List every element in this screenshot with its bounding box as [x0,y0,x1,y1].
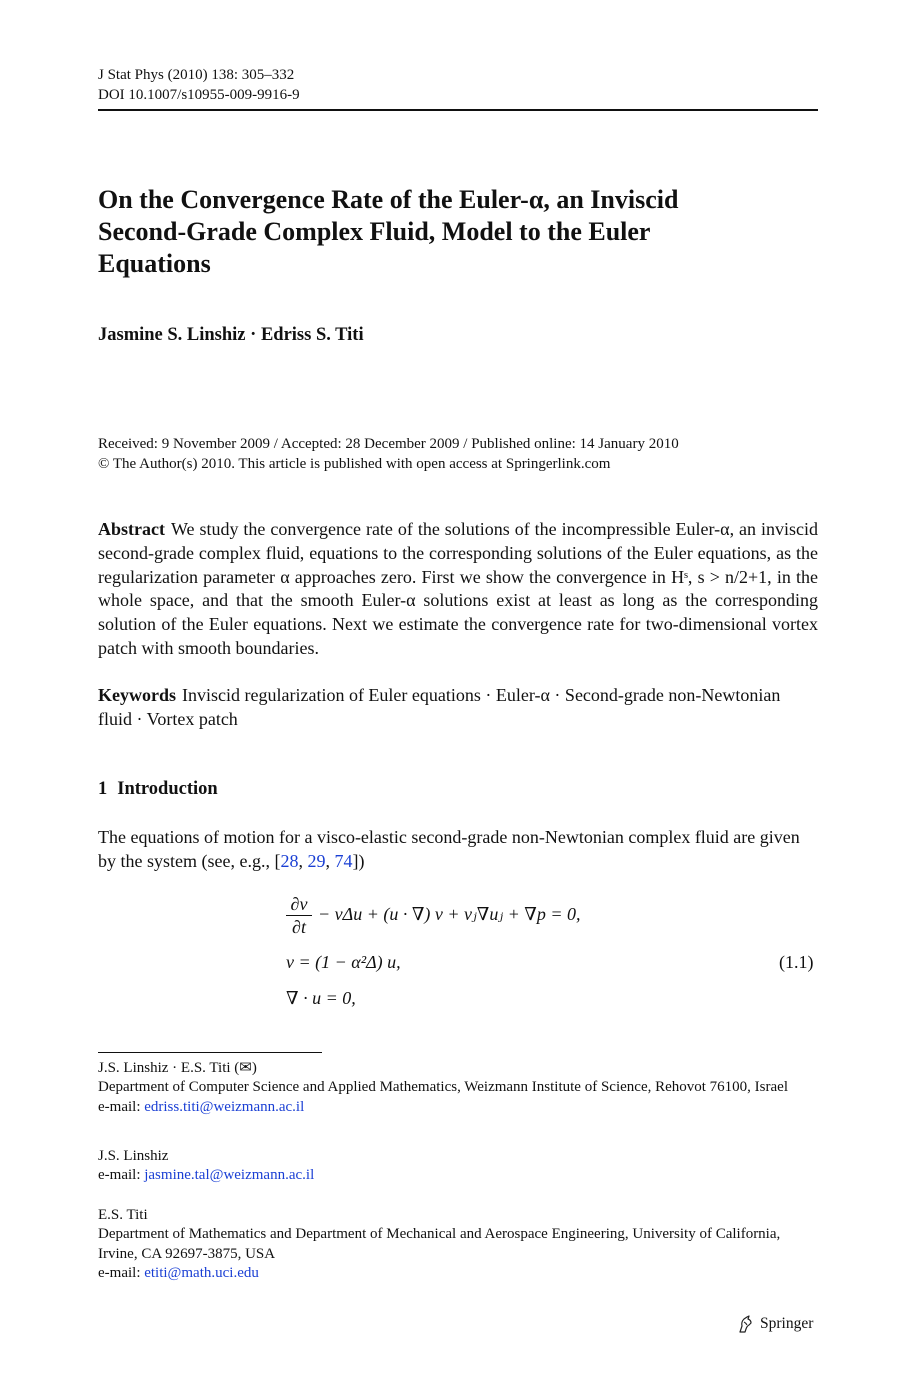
email-label: e-mail: [98,1167,141,1184]
journal-reference [98,66,300,105]
citation-close: ]) [352,850,365,871]
section-title: Introduction [117,779,218,799]
footnote-names: J.S. Linshiz · E.S. Titi (✉) [98,1060,257,1076]
title-line-2: Second-Grade Complex Fluid, Model to the Euler [98,217,651,246]
citation-link[interactable]: 28 [280,850,299,871]
equation-line-3: ∇ · u = 0, [286,988,356,1008]
title-line-1: On the Convergence Rate of the Euler-α, an Inviscid [98,185,679,214]
equation-fraction [286,894,312,937]
copyright-line: © The Author(s) 2010. This article is published with open access at Springerlink.com [98,455,611,472]
publication-dates [98,435,679,474]
publisher-name: Springer [760,1315,814,1332]
fraction-numerator: ∂v [290,894,308,914]
paper-title [98,184,788,280]
keywords-text: Inviscid regularization of Euler equations · Euler-α · Second-grade non-Newtonian fluid · Vortex patch [98,685,781,729]
section-heading [98,779,218,800]
equation-line-2: v = (1 − α²Δ) u, [286,952,401,972]
springer-horse-icon [736,1314,756,1334]
publisher-logo [736,1314,813,1334]
keywords-label: Keywords [98,685,176,705]
citation-separator: , [325,850,335,871]
email-link[interactable]: edriss.titi@weizmann.ac.il [144,1098,305,1115]
footnote-names: E.S. Titi [98,1207,148,1223]
title-line-3: Equations [98,249,211,278]
keywords [98,684,818,732]
author-list: Jasmine S. Linshiz · Edriss S. Titi [98,325,364,345]
fraction-denominator: ∂t [292,917,306,937]
citation-link[interactable]: 29 [307,850,326,871]
equation-line-1: − νΔu + (u · ∇) v + vⱼ∇uⱼ + ∇p = 0, [318,904,581,924]
footnote-block-3 [98,1206,818,1283]
equation-number: (1.1) [779,952,814,972]
abstract [98,518,818,661]
journal-doi: DOI 10.1007/s10955-009-9916-9 [98,86,300,103]
email-label: e-mail: [98,1264,141,1281]
footnote-names: J.S. Linshiz [98,1148,169,1164]
journal-citation: J Stat Phys (2010) 138: 305–332 [98,67,295,83]
abstract-text: We study the convergence rate of the solutions of the incompressible Euler-α, an inviscid second-grade complex fluid, equations to the corresponding solutions of the Euler equations, as the regularization parameter α approaches zero. First we show the convergence in Hˢ, s > n/2+1, in the whole space, and that the smooth Euler-α solutions exist at least as long as the corresponding solution of the Euler equations. Next we estimate the convergence rate for two-dimensional vortex patch with smooth boundaries. [98,519,818,658]
footnote-rule [98,1052,322,1053]
footnote-email-line [98,1264,818,1283]
email-link[interactable]: etiti@math.uci.edu [144,1264,259,1281]
email-label: e-mail: [98,1098,141,1115]
email-link[interactable]: jasmine.tal@weizmann.ac.il [144,1167,315,1184]
citation-separator: , [298,850,308,871]
footnote-block-2 [98,1147,818,1186]
history-line: Received: 9 November 2009 / Accepted: 28 December 2009 / Published online: 14 January 2010 [98,436,679,452]
footnote-affiliation: Department of Computer Science and Applied Mathematics, Weizmann Institute of Science, Rehovot 76100, Israel [98,1079,788,1096]
section-number: 1 [98,779,108,799]
intro-paragraph [98,826,818,874]
citation-link[interactable]: 74 [334,850,353,871]
footnote-affiliation: Department of Mathematics and Department of Mechanical and Aerospace Engineering, University of California, Irvine, CA 92697-3875, USA [98,1226,781,1262]
fraction-bar [286,915,312,916]
header-rule [98,109,818,111]
abstract-label: Abstract [98,519,165,539]
paper-page [98,0,818,1388]
footnote-email-line [98,1098,818,1117]
intro-text: The equations of motion for a visco-elastic second-grade non-Newtonian complex fluid are given by the system (see, e.g., [ [98,827,800,871]
footnote-email-line [98,1166,818,1185]
footnote-block-1 [98,1059,818,1117]
